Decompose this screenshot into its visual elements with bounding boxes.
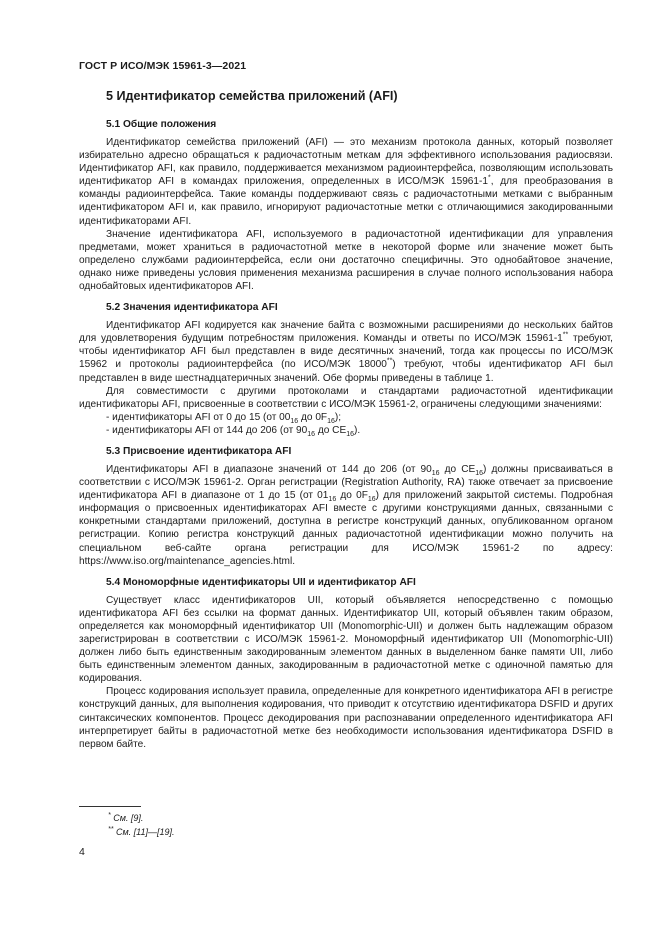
list-item-afi-range-1: - идентификаторы AFI от 0 до 15 (от $00_{16}$ до $0F_{16}$); [106, 411, 342, 425]
paragraph-5-2-1: Идентификатор AFI кодируется как значение байта с возможными расширениями до нескольких байтов для удовлетворения будущим потребностям приложения. Команды и ответы по ИСО/МЭК 15961-1** требуют, чтобы идентификатор AFI был представлен в виде десятичных значений, тогда как процессы по ИСО/МЭК 15962 и протоколы радиоинтерфейса (по ИСО/МЭК 18000**) требуют, чтобы идентификатор AFI был представлен в виде шестнадцатеричных значений. Обе формы приведены в таблице 1. [79, 320, 613, 384]
section-5-heading: 5 Идентификатор семейства приложений (AFI) [106, 89, 398, 103]
subsection-5-4-heading: 5.4 Мономорфные идентификаторы UII и идентификатор AFI [106, 576, 416, 588]
paragraph-5-3-1: Идентификаторы AFI в диапазоне значений от 144 до 206 (от $90_{16}$ до $CE_{16}$) должны присваиваться в соответствии с ИСО/МЭК 15961-2. Орган регистрации (Registration Authority, RA) также отвечает за присвоение идентификатора AFI в диапазоне от 1 до 15 (от $01_{16}$ до $0F_{16}$) для приложений закрытой системы. Подробная информация о присвоенных идентификаторах AFI вместе с другими конструкциями данных, связанными с конкретными стандартами приложений, доступна в регистре конструкций данных, опубликованном органом регистрации. Копию регистра конструкций данных радиочастотной идентификации можно получить на специальном веб-сайте органа регистрации для ИСО/МЭК 15961-2 по адресу: https://www.iso.org/maintenance_agencies.html. [79, 463, 613, 567]
running-header: ГОСТ Р ИСО/МЭК 15961-3—2021 [79, 60, 247, 72]
paragraph-5-4-1: Существует класс идентификаторов UII, который объявляется непосредственно с помощью идентификатора AFI без ссылки на формат данных. Идентификатор UII, который объявлен таким образом, определяется как мономорфный идентификатор UII (Monomorphic-UII) и должен быть надлежащим образом зарегистрирован в соответствии с ИСО/МЭК 15961-2. Мономорфный идентификатор UII (Monomorphic-UII) должен либо быть единственным закодированным элементом данных в выделенном банке памяти UII, либо быть единственным элементом данных, закодированным в радиочастотной метке с одиночной памятью для кодирования. [79, 594, 613, 685]
footnote-2: ** См. [11]—[19]. [108, 826, 175, 837]
paragraph-5-2-2: Для совместимости с другими протоколами и стандартами радиочастотной идентификации идентификаторы AFI, присвоенные в соответствии с ИСО/МЭК 15961-2, ограничены следующими значениями: [79, 385, 613, 410]
paragraph-5-1-1: Идентификатор семейства приложений (AFI) — это механизм протокола данных, который позволяет избирательно адресно обращаться к радиочастотным меткам для эффективного использования радиосвязи. Идентификатор AFI, как правило, поддерживается механизмом радиоинтерфейса, позволяющим использовать идентификатор AFI в командах приложения, определенных в ИСО/МЭК 15961-1*, для преобразования в команды радиоинтерфейса. Такие команды поддерживают связь с радиочастотными метками с выбранным идентификатором AFI и, как правило, игнорируют радиочастотные метки с отличающимися закодированными идентификаторами AFI. [79, 137, 613, 227]
page-body [79, 88, 613, 751]
paragraph-5-4-2: Процесс кодирования использует правила, определенные для конкретного идентификатора AFI в регистре конструкций данных, для выполнения кодирования, что приводит к отсутствию идентификатора DSFID и других синтаксических компонентов. Процесс декодирования при распознавании определенного идентификатора AFI интерпретирует байты в радиочастотной метке без необходимости использования идентификатора DSFID в первом байте. [79, 686, 613, 750]
subsection-5-3-heading: 5.3 Присвоение идентификатора AFI [106, 445, 292, 457]
footnote-1: * См. [9]. [108, 812, 144, 823]
subsection-5-2-heading: 5.2 Значения идентификатора AFI [106, 302, 278, 314]
subsection-5-1-heading: 5.1 Общие положения [106, 119, 217, 130]
list-item-afi-range-2: - идентификаторы AFI от 144 до 206 (от $90_{16}$ до $CE_{16}$). [106, 424, 361, 438]
page-number: 4 [79, 846, 85, 858]
footnote-divider [79, 806, 141, 807]
paragraph-5-1-2: Значение идентификатора AFI, используемого в радиочастотной идентификации для управления предметами, может храниться в радиочастотной метке в некоторой форме или значение может быть определено службами радиоинтерфейса, если они достаточно специфичны. Это однобайтовое значение, однако ниже приведены условия применения механизма расширения в случае полного использования набора однобайтовых идентификаторов AFI. [79, 228, 613, 293]
